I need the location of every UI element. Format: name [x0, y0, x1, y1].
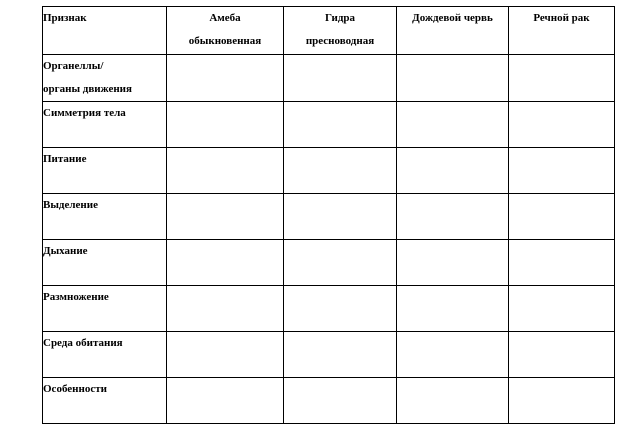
table-cell	[284, 286, 397, 332]
header-feature-text: Признак	[43, 12, 87, 24]
table-cell	[397, 194, 509, 240]
table-cell	[167, 102, 284, 148]
header-amoeba	[167, 7, 284, 55]
table-row	[43, 102, 615, 148]
table-cell	[397, 332, 509, 378]
header-earthworm	[397, 7, 509, 55]
table-cell	[284, 148, 397, 194]
row-label-respiration	[43, 240, 167, 286]
row-label-nutrition	[43, 148, 167, 194]
table-cell	[167, 55, 284, 102]
table-cell	[509, 148, 615, 194]
row-label-line: органы движения	[43, 83, 132, 95]
row-label-movement	[43, 55, 167, 102]
table-cell	[284, 332, 397, 378]
row-label-habitat	[43, 332, 167, 378]
row-label-line: Выделение	[43, 199, 98, 211]
table-cell	[284, 378, 397, 424]
row-label-reproduction	[43, 286, 167, 332]
table-row	[43, 378, 615, 424]
header-crayfish	[509, 7, 615, 55]
table-cell	[284, 194, 397, 240]
row-label-excretion	[43, 194, 167, 240]
header-hydra-line-1: Гидра	[324, 12, 356, 24]
row-label-line: Симметрия тела	[43, 107, 126, 119]
comparison-table	[42, 6, 615, 424]
table-cell	[167, 240, 284, 286]
table-cell	[509, 332, 615, 378]
table-cell	[397, 240, 509, 286]
row-label-line: Органеллы/	[43, 60, 104, 72]
header-feature	[43, 7, 167, 55]
table-cell	[509, 378, 615, 424]
row-label-line: Размножение	[43, 291, 109, 303]
table-cell	[167, 332, 284, 378]
table-cell	[397, 148, 509, 194]
row-label-line: Среда обитания	[43, 337, 123, 349]
header-earthworm-text: Дождевой червь	[412, 12, 493, 24]
table-cell	[397, 378, 509, 424]
table-cell	[509, 194, 615, 240]
table-cell	[397, 55, 509, 102]
table-cell	[284, 102, 397, 148]
table-cell	[167, 194, 284, 240]
table-row	[43, 240, 615, 286]
table-header-row	[43, 7, 615, 55]
header-crayfish-text: Речной рак	[533, 12, 590, 24]
table-row	[43, 148, 615, 194]
table-cell	[509, 286, 615, 332]
table-row	[43, 286, 615, 332]
table-cell	[167, 148, 284, 194]
row-label-line: Дыхание	[43, 245, 88, 257]
table-cell	[509, 55, 615, 102]
row-label-line: Питание	[43, 153, 87, 165]
table-cell	[284, 240, 397, 286]
header-hydra	[284, 7, 397, 55]
row-label-line: Особенности	[43, 383, 107, 395]
row-label-symmetry	[43, 102, 167, 148]
header-hydra-line-2: пресноводная	[305, 35, 375, 47]
header-amoeba-line-1: Амеба	[209, 12, 241, 24]
table-cell	[397, 102, 509, 148]
table-cell	[397, 286, 509, 332]
header-amoeba-line-2: обыкновенная	[188, 35, 262, 47]
table-row	[43, 55, 615, 102]
row-label-features	[43, 378, 167, 424]
table-cell	[167, 378, 284, 424]
table-cell	[509, 102, 615, 148]
table-row	[43, 194, 615, 240]
table-cell	[509, 240, 615, 286]
table-cell	[284, 55, 397, 102]
table-row	[43, 332, 615, 378]
table-cell	[167, 286, 284, 332]
